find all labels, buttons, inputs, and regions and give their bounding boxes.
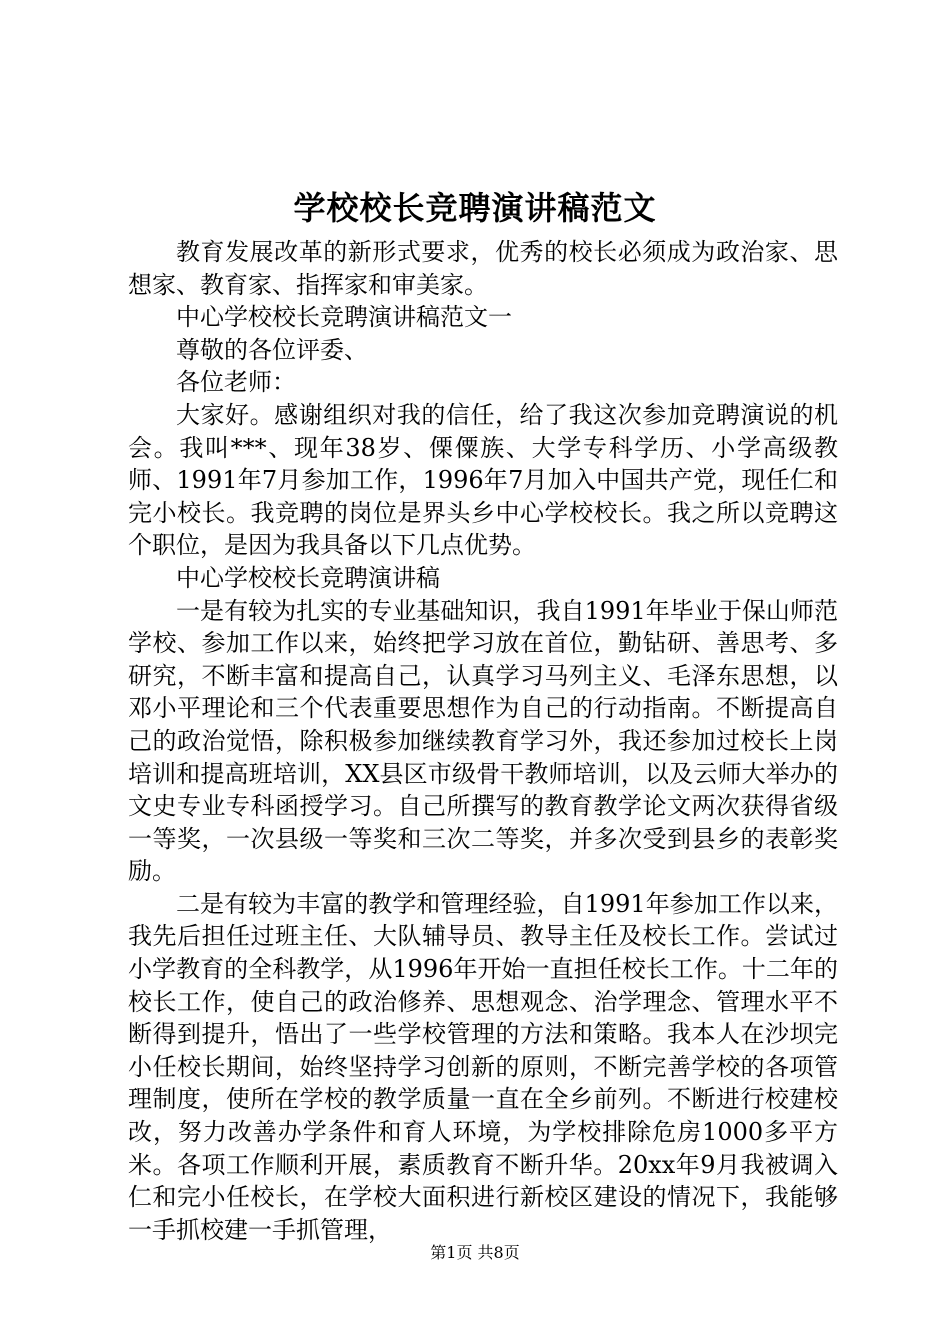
document-body xyxy=(128,236,838,1246)
body-paragraph: 大家好。感谢组织对我的信任，给了我这次参加竞聘演说的机会。我叫***、现年38岁、傈僳族、大学专科学历、小学高级教师、1991年7月参加工作，1996年7月加入中国共产党，现任仁和完小校长。我竞聘的岗位是界头乡中心学校校长。我之所以竞聘这个职位，是因为我具备以下几点优势。 xyxy=(128,400,838,560)
body-paragraph: 一是有较为扎实的专业基础知识，我自1991年毕业于保山师范学校、参加工作以来，始终把学习放在首位，勤钻研、善思考、多研究，不断丰富和提高自己，认真学习马列主义、毛泽东思想，以邓小平理论和三个代表重要思想作为自己的行动指南。不断提高自己的政治觉悟，除积极参加继续教育学习外，我还参加过校长上岗培训和提高班培训，XX县区市级骨干教师培训，以及云师大举办的文史专业专科函授学习。自己所撰写的教育教学论文两次获得省级一等奖，一次县级一等奖和三次二等奖，并多次受到县乡的表彰奖励。 xyxy=(128,596,838,886)
body-paragraph: 二是有较为丰富的教学和管理经验，自1991年参加工作以来，我先后担任过班主任、大队辅导员、教导主任及校长工作。尝试过小学教育的全科教学，从1996年开始一直担任校长工作。十二年的校长工作，使自己的政治修养、思想观念、治学理念、管理水平不断得到提升，悟出了一些学校管理的方法和策略。我本人在沙坝完小任校长期间，始终坚持学习创新的原则，不断完善学校的各项管理制度，使所在学校的教学质量一直在全乡前列。不断进行校建校改，努力改善办学条件和育人环境，为学校排除危房1000多平方米。各项工作顺利开展，素质教育不断升华。20xx年9月我被调入仁和完小任校长，在学校大面积进行新校区建设的情况下，我能够一手抓校建一手抓管理， xyxy=(128,889,838,1244)
document-title: 学校校长竞聘演讲稿范文 xyxy=(293,189,657,227)
body-paragraph: 中心学校校长竞聘演讲稿 xyxy=(176,563,440,592)
body-paragraph: 尊敬的各位评委、 xyxy=(176,335,368,364)
page-number-footer: 第1页 共8页 xyxy=(430,1243,520,1262)
body-paragraph: 教育发展改革的新形式要求，优秀的校长必须成为政治家、思想家、教育家、指挥家和审美家。 xyxy=(128,238,838,299)
body-paragraph: 各位老师： xyxy=(176,368,296,397)
body-paragraph: 中心学校校长竞聘演讲稿范文一 xyxy=(176,303,512,332)
